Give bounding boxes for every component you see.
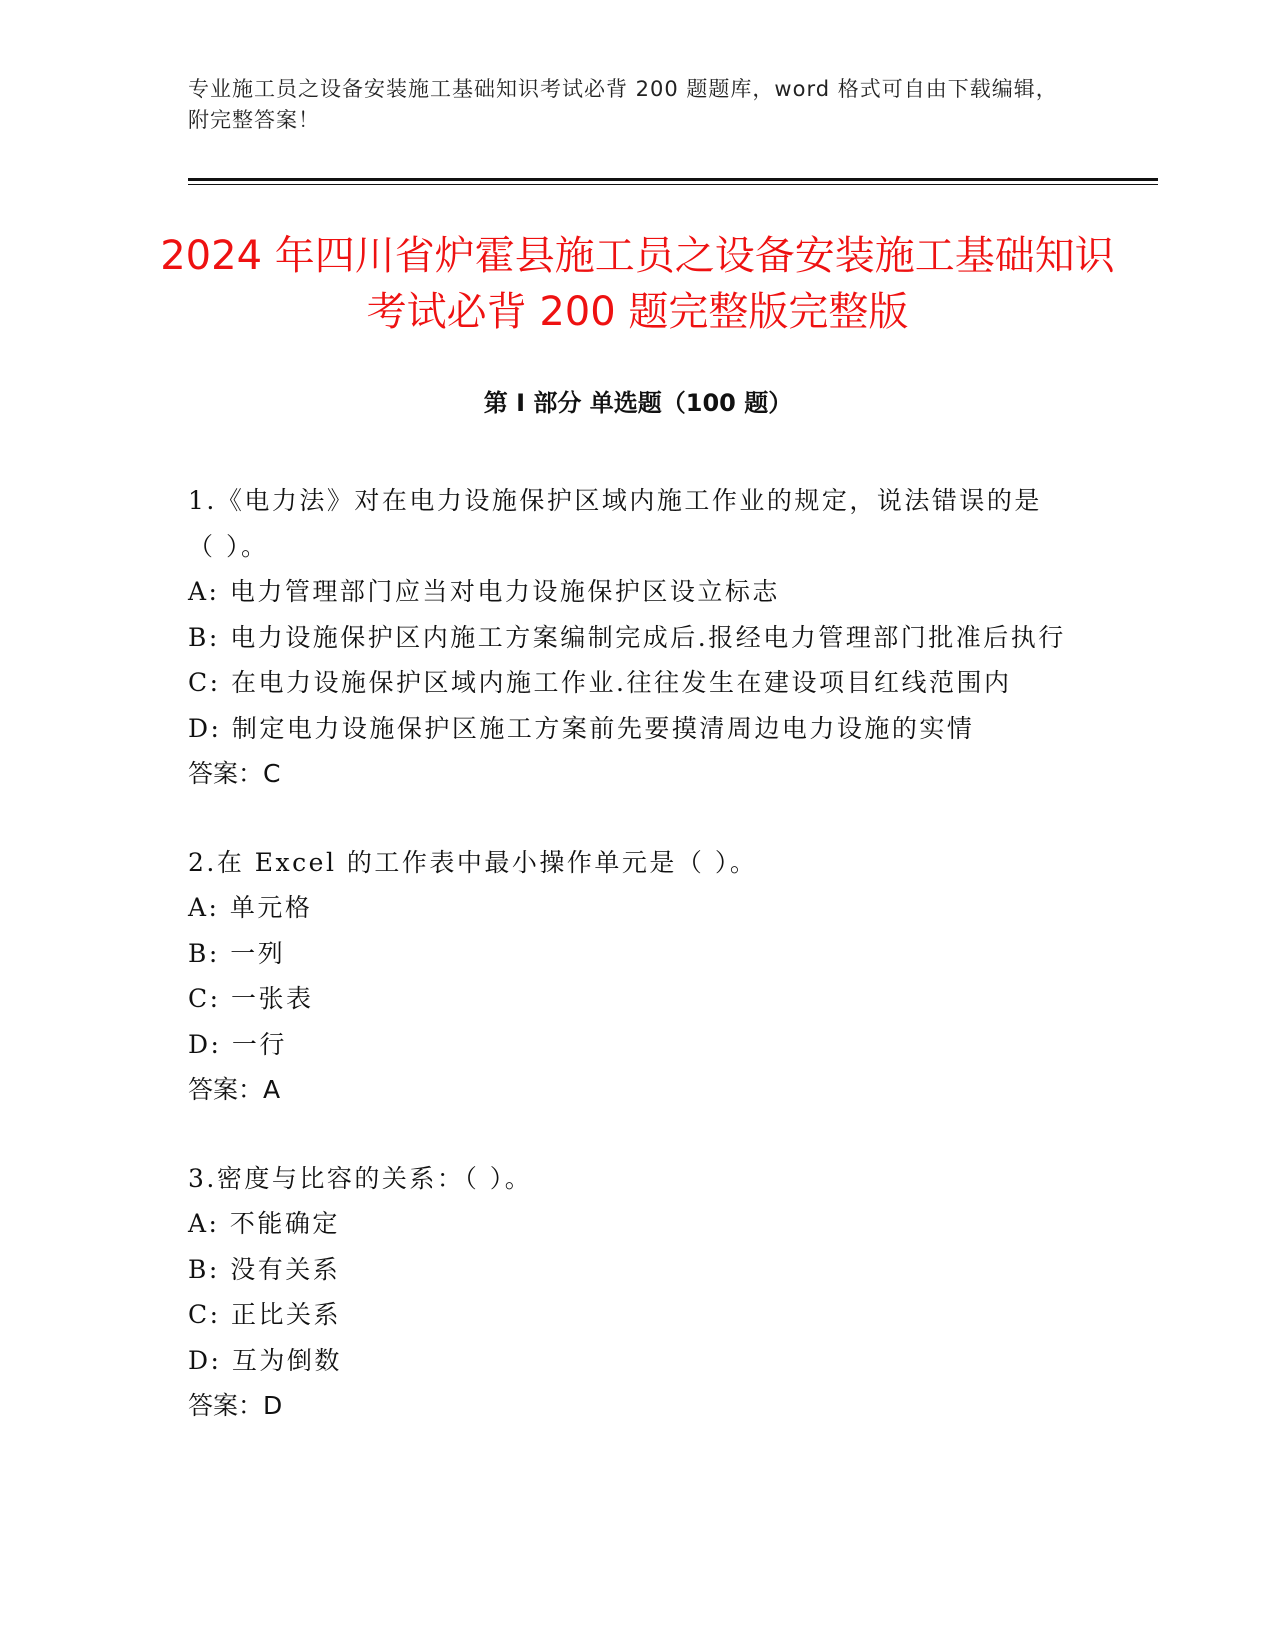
answer: 答案：A bbox=[188, 1075, 281, 1104]
question-3 bbox=[188, 1156, 1068, 1429]
document-title: 2024 年四川省炉霍县施工员之设备安装施工基础知识考试必背 200 题完整版完整版 bbox=[160, 233, 1115, 335]
option-d: D: 一行 bbox=[188, 1029, 287, 1059]
option-a: A: 单元格 bbox=[188, 893, 313, 922]
option-d: D: 互为倒数 bbox=[188, 1345, 342, 1375]
question-1 bbox=[188, 478, 1068, 797]
option-a: A: 电力管理部门应当对电力设施保护区设立标志 bbox=[188, 577, 780, 606]
option-b: B: 没有关系 bbox=[188, 1254, 341, 1284]
section-title: 第 I 部分 单选题（100 题） bbox=[483, 389, 793, 417]
option-d: D: 制定电力设施保护区施工方案前先要摸清周边电力设施的实情 bbox=[188, 713, 975, 743]
option-b: B: 一列 bbox=[188, 938, 286, 968]
question-stem: 1.《电力法》对在电力设施保护区域内施工作业的规定，说法错误的是（ ）。 bbox=[188, 486, 1042, 561]
option-c: C: 正比关系 bbox=[188, 1300, 341, 1329]
option-a: A: 不能确定 bbox=[188, 1209, 340, 1238]
answer: 答案：D bbox=[188, 1391, 283, 1420]
header-note: 专业施工员之设备安装施工基础知识考试必背 200 题题库，word 格式可自由下载编辑，附完整答案！ bbox=[188, 77, 1058, 132]
question-list bbox=[188, 478, 1068, 1472]
question-stem: 3.密度与比容的关系：（ ）。 bbox=[188, 1163, 533, 1193]
option-c: C: 在电力设施保护区域内施工作业.往往发生在建设项目红线范围内 bbox=[188, 668, 1012, 697]
header-rule-thin bbox=[188, 184, 1158, 185]
option-b: B: 电力设施保护区内施工方案编制完成后.报经电力管理部门批准后执行 bbox=[188, 622, 1066, 652]
option-c: C: 一张表 bbox=[188, 984, 314, 1013]
question-stem: 2.在 Excel 的工作表中最小操作单元是（ ）。 bbox=[188, 847, 758, 877]
question-2 bbox=[188, 840, 1068, 1113]
answer: 答案：C bbox=[188, 759, 281, 788]
header-rule-thick bbox=[188, 178, 1158, 181]
